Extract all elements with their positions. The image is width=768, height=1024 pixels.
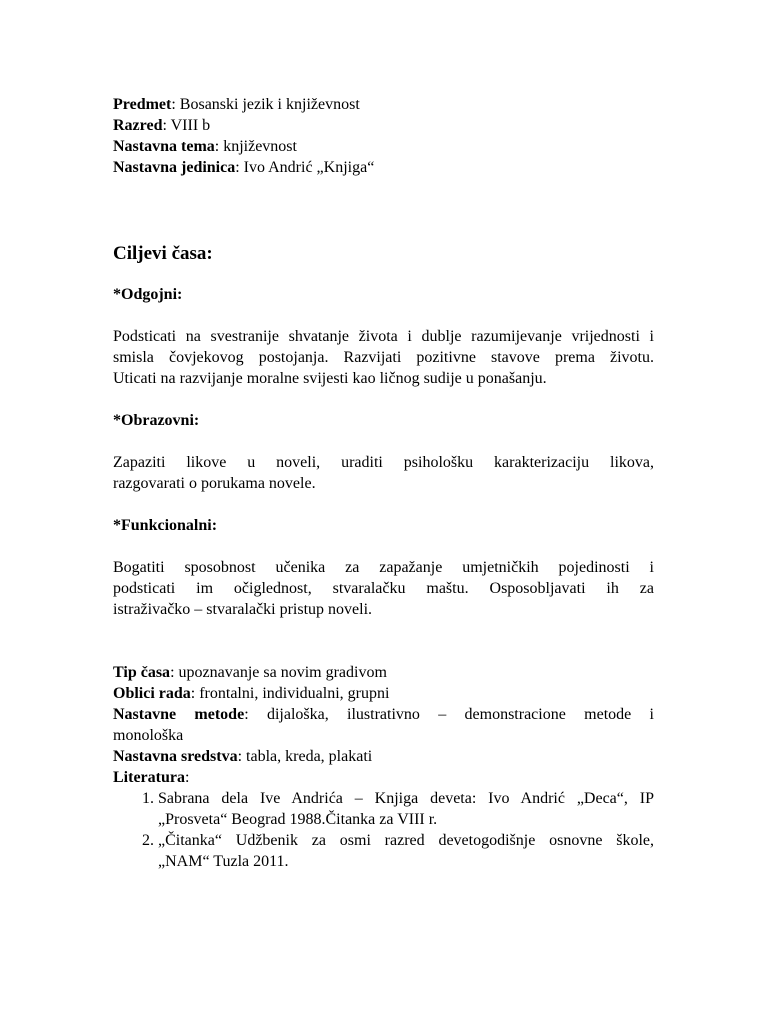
methods-line-2: monološka [113, 727, 184, 744]
grade-value: : VIII b [162, 117, 211, 134]
methods-paragraph [113, 704, 654, 746]
methods-value: : dijaloška, ilustrativno – demonstracione metode i [244, 706, 654, 723]
literature-colon: : [184, 769, 190, 786]
instructional-label: *Obrazovni: [113, 412, 200, 429]
literature-item-line: 1. Sabrana dela Ive Andrića – Knjiga deveta: Ivo Andrić „Deca“, IP [158, 790, 654, 807]
unit-value: : Ivo Andrić „Knjiga“ [235, 159, 375, 176]
unit-label: Nastavna jedinica [113, 159, 236, 176]
work-forms-label: Oblici rada [113, 685, 191, 702]
instructional-line: razgovarati o porukama novele. [113, 475, 316, 492]
work-forms-value: : frontalni, individualni, grupni [190, 685, 390, 702]
literature-item [158, 830, 654, 872]
literature-item [158, 788, 654, 830]
literature-item-line: „Prosveta“ Beograd 1988.Čitanka za VIII r. [158, 811, 438, 828]
document-page [113, 94, 654, 872]
tools-value: : tabla, kreda, plakati [237, 748, 373, 765]
functional-label: *Funkcionalni: [113, 517, 218, 534]
details-block [113, 662, 654, 872]
methods-line [113, 704, 654, 725]
literature-list [113, 788, 654, 872]
functional-line: Bogatiti sposobnost učenika za zapažanje umjetničkih pojedinosti i [113, 559, 654, 576]
educational-line: smisla čovjekovog postojanja. Razvijati pozitivne stavove prema životu. [113, 349, 654, 366]
work-forms-line [113, 683, 654, 704]
lesson-type-label: Tip časa [113, 664, 171, 681]
goals-heading: Ciljevi časa: [113, 243, 213, 264]
educational-paragraph [113, 326, 654, 389]
tools-line [113, 746, 654, 767]
lesson-type-value: : upoznavanje sa novim gradivom [170, 664, 387, 681]
lesson-type-line [113, 662, 654, 683]
literature-line [113, 767, 654, 788]
functional-line: podsticati im očiglednost, stvaralačku maštu. Osposobljavati ih za [113, 580, 654, 597]
subject-label: Predmet [113, 96, 172, 113]
instructional-line: Zapaziti likove u noveli, uraditi psihološku karakterizaciju likova, [113, 454, 654, 471]
functional-line: istraživačko – stvaralački pristup noveli. [113, 601, 373, 618]
topic-line [113, 136, 654, 157]
literature-item-line: „NAM“ Tuzla 2011. [158, 853, 289, 870]
educational-line: Uticati na razvijanje moralne svijesti kao ličnog sudije u ponašanju. [113, 370, 547, 387]
unit-line [113, 157, 654, 178]
methods-label: Nastavne metode [113, 706, 245, 723]
educational-line: Podsticati na svestranije shvatanje života i dublje razumijevanje vrijednosti i [113, 328, 654, 345]
header-block [113, 94, 654, 178]
functional-paragraph [113, 557, 654, 620]
tools-label: Nastavna sredstva [113, 748, 238, 765]
topic-value: : književnost [214, 138, 297, 155]
literature-label: Literatura [113, 769, 185, 786]
topic-label: Nastavna tema [113, 138, 215, 155]
subject-value: : Bosanski jezik i književnost [171, 96, 360, 113]
subject-line [113, 94, 654, 115]
educational-label: *Odgojni: [113, 286, 183, 303]
literature-item-line: 2. „Čitanka“ Udžbenik za osmi razred devetogodišnje osnovne škole, [158, 832, 654, 849]
grade-label: Razred [113, 117, 163, 134]
grade-line [113, 115, 654, 136]
instructional-paragraph [113, 452, 654, 494]
